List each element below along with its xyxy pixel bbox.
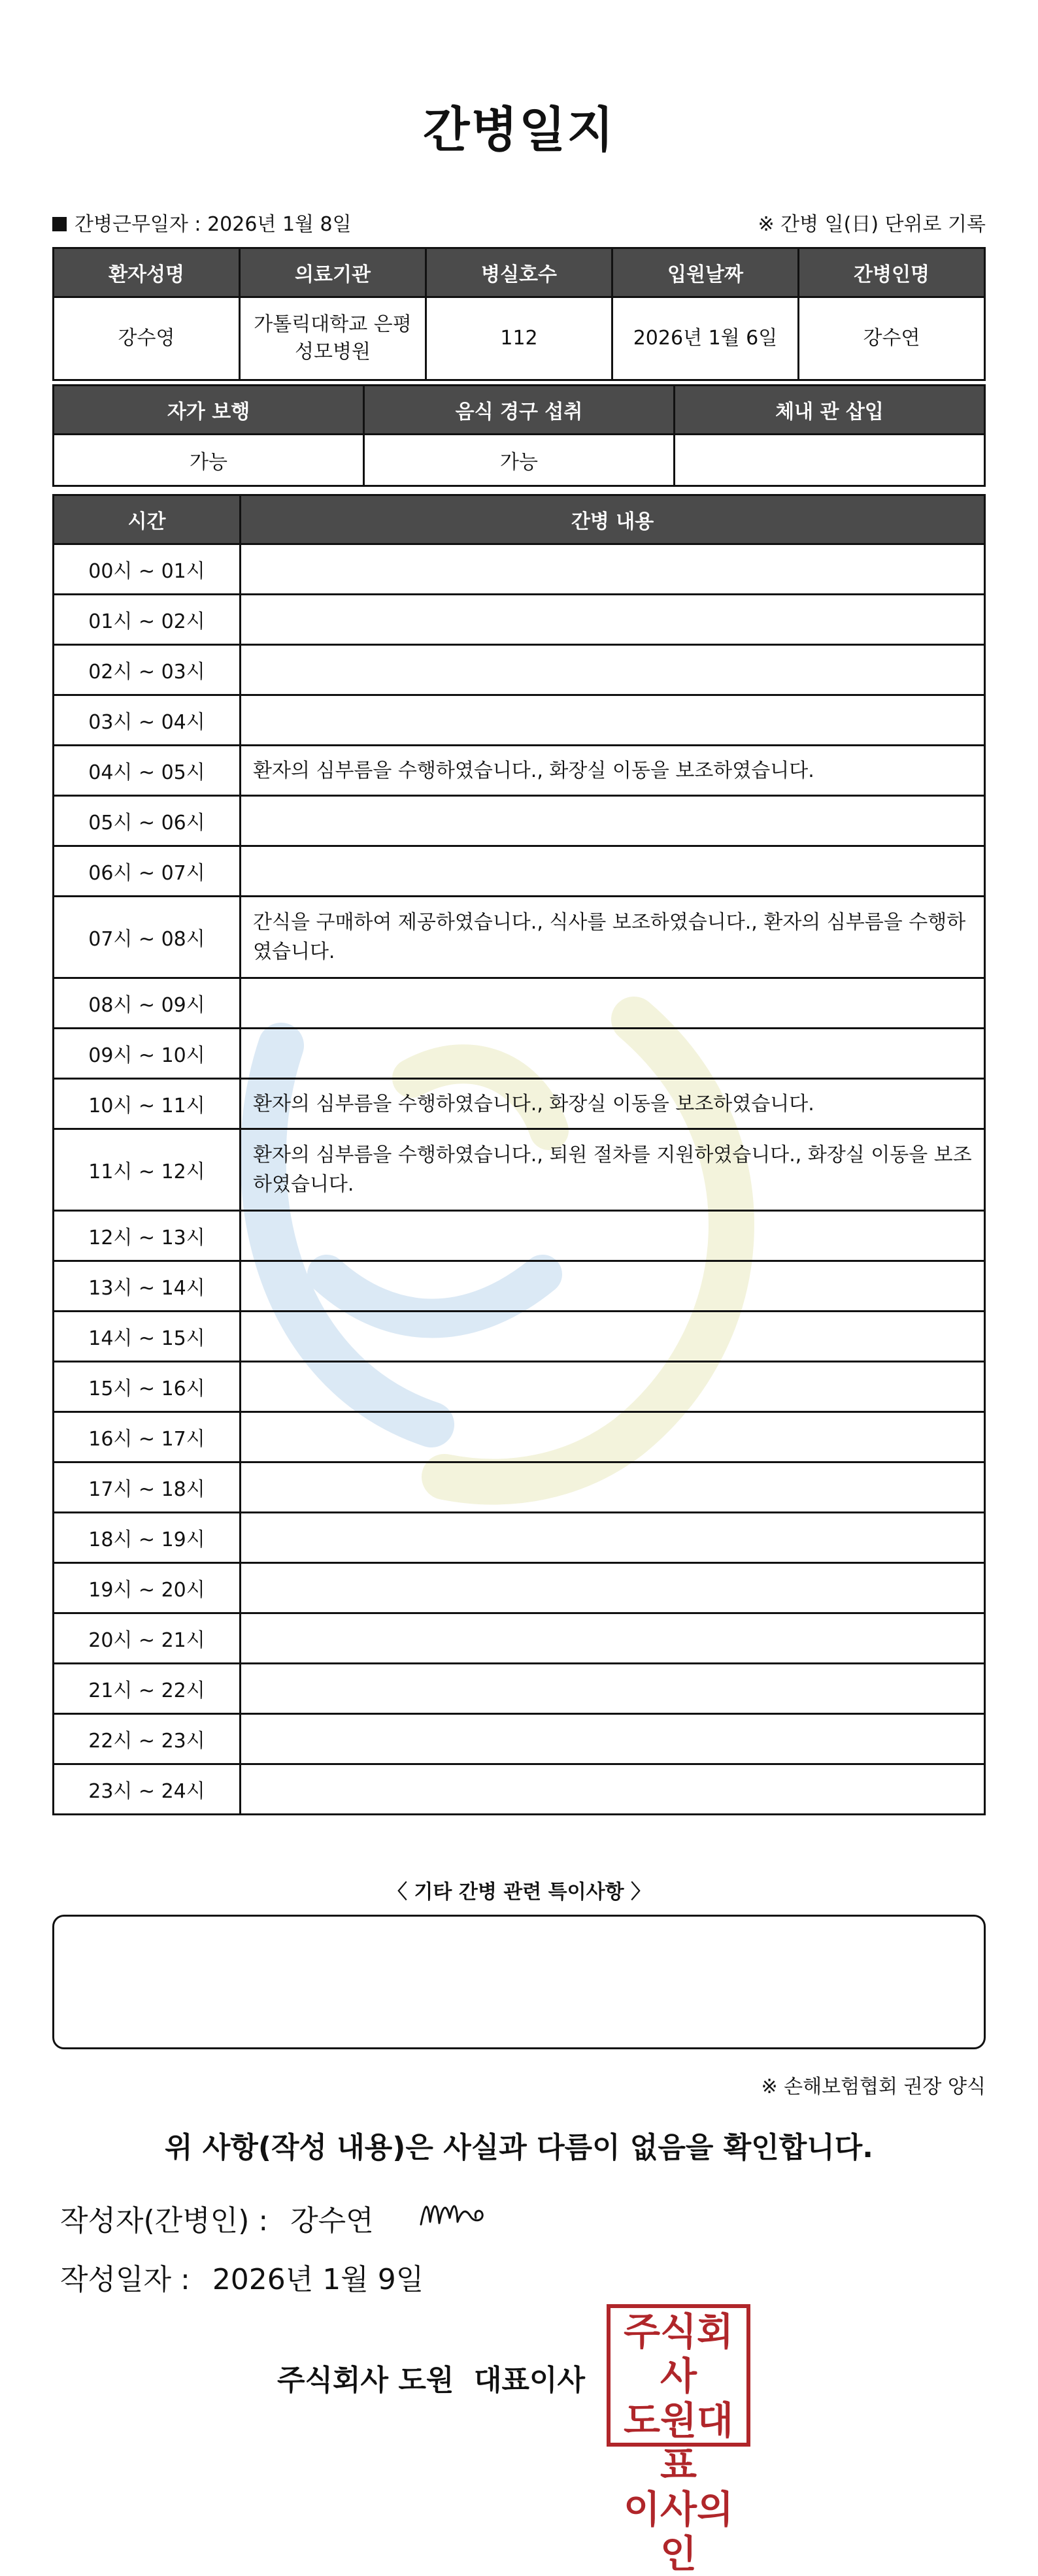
seal-line-2: 도원대표 [623, 2398, 734, 2487]
table-row [54, 645, 985, 695]
time-cell: 13시 ~ 14시 [54, 1261, 241, 1312]
care-content-cell [241, 1312, 985, 1362]
oral-intake-value: 가능 [364, 435, 675, 486]
tube-insertion-value [675, 435, 985, 486]
table-row [54, 746, 985, 796]
seal-line-3: 이사의인 [623, 2487, 734, 2576]
table-row [54, 1211, 985, 1261]
care-content-cell [241, 1613, 985, 1664]
care-content-cell: 환자의 심부름을 수행하였습니다., 화장실 이동을 보조하였습니다. [241, 1079, 985, 1129]
header-time: 시간 [54, 495, 241, 544]
time-cell: 16시 ~ 17시 [54, 1412, 241, 1462]
page-title: 간병일지 [423, 102, 615, 158]
care-content-cell [241, 1664, 985, 1714]
time-cell: 03시 ~ 04시 [54, 695, 241, 746]
writer-line: 작성자(간병인) : 강수연 [60, 2204, 374, 2237]
table-row [54, 846, 985, 897]
time-cell: 14시 ~ 15시 [54, 1312, 241, 1362]
care-content-cell [241, 1412, 985, 1462]
table-row [54, 595, 985, 645]
time-cell: 01시 ~ 02시 [54, 595, 241, 645]
company-seal-stamp [607, 2304, 750, 2576]
header-self-walking: 자가 보행 [54, 386, 364, 435]
table-row [54, 1412, 985, 1462]
table-row [54, 1129, 985, 1211]
header-care-content: 간병 내용 [241, 495, 985, 544]
written-date-label: 작성일자 [60, 2263, 172, 2296]
header-patient-name: 환자성명 [54, 248, 240, 297]
care-content-cell [241, 695, 985, 746]
time-cell: 20시 ~ 21시 [54, 1613, 241, 1664]
care-content-cell: 환자의 심부름을 수행하였습니다., 화장실 이동을 보조하였습니다. [241, 746, 985, 796]
table-row [54, 1261, 985, 1312]
care-content-cell [241, 978, 985, 1029]
header-oral-intake: 음식 경구 섭취 [364, 386, 675, 435]
table-row [54, 1513, 985, 1563]
table-row [54, 1312, 985, 1362]
table-row [54, 544, 985, 595]
table-row [54, 796, 985, 846]
care-content-cell [241, 595, 985, 645]
confirmation-statement: 위 사항(작성 내용)은 사실과 다름이 없음을 확인합니다. [165, 2131, 873, 2164]
care-content-cell: 환자의 심부름을 수행하였습니다., 퇴원 절차를 지원하였습니다., 화장실 이동을 보조하였습니다. [241, 1129, 985, 1211]
patient-info-table [52, 247, 986, 381]
time-cell: 23시 ~ 24시 [54, 1764, 241, 1815]
time-cell: 12시 ~ 13시 [54, 1211, 241, 1261]
care-content-cell [241, 1261, 985, 1312]
table-row [54, 1764, 985, 1815]
time-cell: 00시 ~ 01시 [54, 544, 241, 595]
care-content-cell [241, 796, 985, 846]
time-cell: 18시 ~ 19시 [54, 1513, 241, 1563]
time-cell: 15시 ~ 16시 [54, 1362, 241, 1412]
recommend-note: ※ 손해보험협회 권장 양식 [761, 2075, 986, 2098]
header-hospital: 의료기관 [240, 248, 426, 297]
notes-content [54, 1917, 984, 1943]
writer-label: 작성자(간병인) [60, 2204, 250, 2237]
writer-name: 강수연 [290, 2204, 374, 2237]
company-name: 주식회사 도원 [277, 2364, 454, 2397]
notes-box [52, 1915, 986, 2049]
care-content-cell [241, 1029, 985, 1079]
table-row [54, 1079, 985, 1129]
time-cell: 04시 ~ 05시 [54, 746, 241, 796]
table-row [54, 1664, 985, 1714]
time-cell: 08시 ~ 09시 [54, 978, 241, 1029]
hourly-care-table [52, 494, 986, 1815]
written-date-value: 2026년 1월 9일 [212, 2263, 424, 2296]
seal-line-1: 주식회사 [623, 2309, 734, 2398]
time-cell: 17시 ~ 18시 [54, 1462, 241, 1513]
care-date-value: 2026년 1월 8일 [207, 213, 352, 236]
care-content-cell [241, 846, 985, 897]
time-cell: 21시 ~ 22시 [54, 1664, 241, 1714]
header-room-number: 병실호수 [426, 248, 612, 297]
care-content-cell [241, 1462, 985, 1513]
care-content-cell [241, 645, 985, 695]
time-cell: 06시 ~ 07시 [54, 846, 241, 897]
company-title: 대표이사 [473, 2364, 585, 2397]
record-unit-note: ※ 간병 일(日) 단위로 기록 [758, 213, 986, 236]
company-signature-line [277, 2356, 585, 2398]
caregiver-name: 강수연 [799, 297, 985, 380]
care-content-cell [241, 1563, 985, 1613]
care-content-cell [241, 1764, 985, 1815]
header-caregiver-name: 간병인명 [799, 248, 985, 297]
care-date-label: 간병근무일자 [75, 213, 188, 236]
care-date: 간병근무일자 : 2026년 1월 8일 [52, 208, 352, 237]
self-walking-value: 가능 [54, 435, 364, 486]
table-row [54, 897, 985, 978]
care-content-cell [241, 1714, 985, 1764]
time-cell: 02시 ~ 03시 [54, 645, 241, 695]
header-admission-date: 입원날짜 [612, 248, 799, 297]
notes-title: 〈 기타 간병 관련 특이사항 〉 [387, 1881, 651, 1904]
time-cell: 05시 ~ 06시 [54, 796, 241, 846]
care-content-cell [241, 544, 985, 595]
time-cell: 07시 ~ 08시 [54, 897, 241, 978]
care-content-cell [241, 1362, 985, 1412]
patient-status-table [52, 384, 986, 487]
time-cell: 09시 ~ 10시 [54, 1029, 241, 1079]
admission-date: 2026년 1월 6일 [612, 297, 799, 380]
care-content-cell [241, 1211, 985, 1261]
square-bullet-icon [52, 217, 67, 231]
table-row [54, 1362, 985, 1412]
care-content-cell: 간식을 구매하여 제공하였습니다., 식사를 보조하였습니다., 환자의 심부름을 수행하였습니다. [241, 897, 985, 978]
time-cell: 19시 ~ 20시 [54, 1563, 241, 1613]
care-content-cell [241, 1513, 985, 1563]
table-row [54, 1714, 985, 1764]
hospital-name: 가톨릭대학교 은평 성모병원 [240, 297, 426, 380]
time-cell: 11시 ~ 12시 [54, 1129, 241, 1211]
table-row [54, 695, 985, 746]
table-row [54, 1613, 985, 1664]
table-row [54, 978, 985, 1029]
written-date-line: 작성일자 : 2026년 1월 9일 [60, 2263, 424, 2296]
table-row [54, 1029, 985, 1079]
header-tube-insertion: 체내 관 삽입 [675, 386, 985, 435]
patient-name: 강수영 [54, 297, 240, 380]
room-number: 112 [426, 297, 612, 380]
time-cell: 22시 ~ 23시 [54, 1714, 241, 1764]
handwritten-signature [416, 2185, 494, 2237]
table-row [54, 1563, 985, 1613]
table-row [54, 1462, 985, 1513]
time-cell: 10시 ~ 11시 [54, 1079, 241, 1129]
